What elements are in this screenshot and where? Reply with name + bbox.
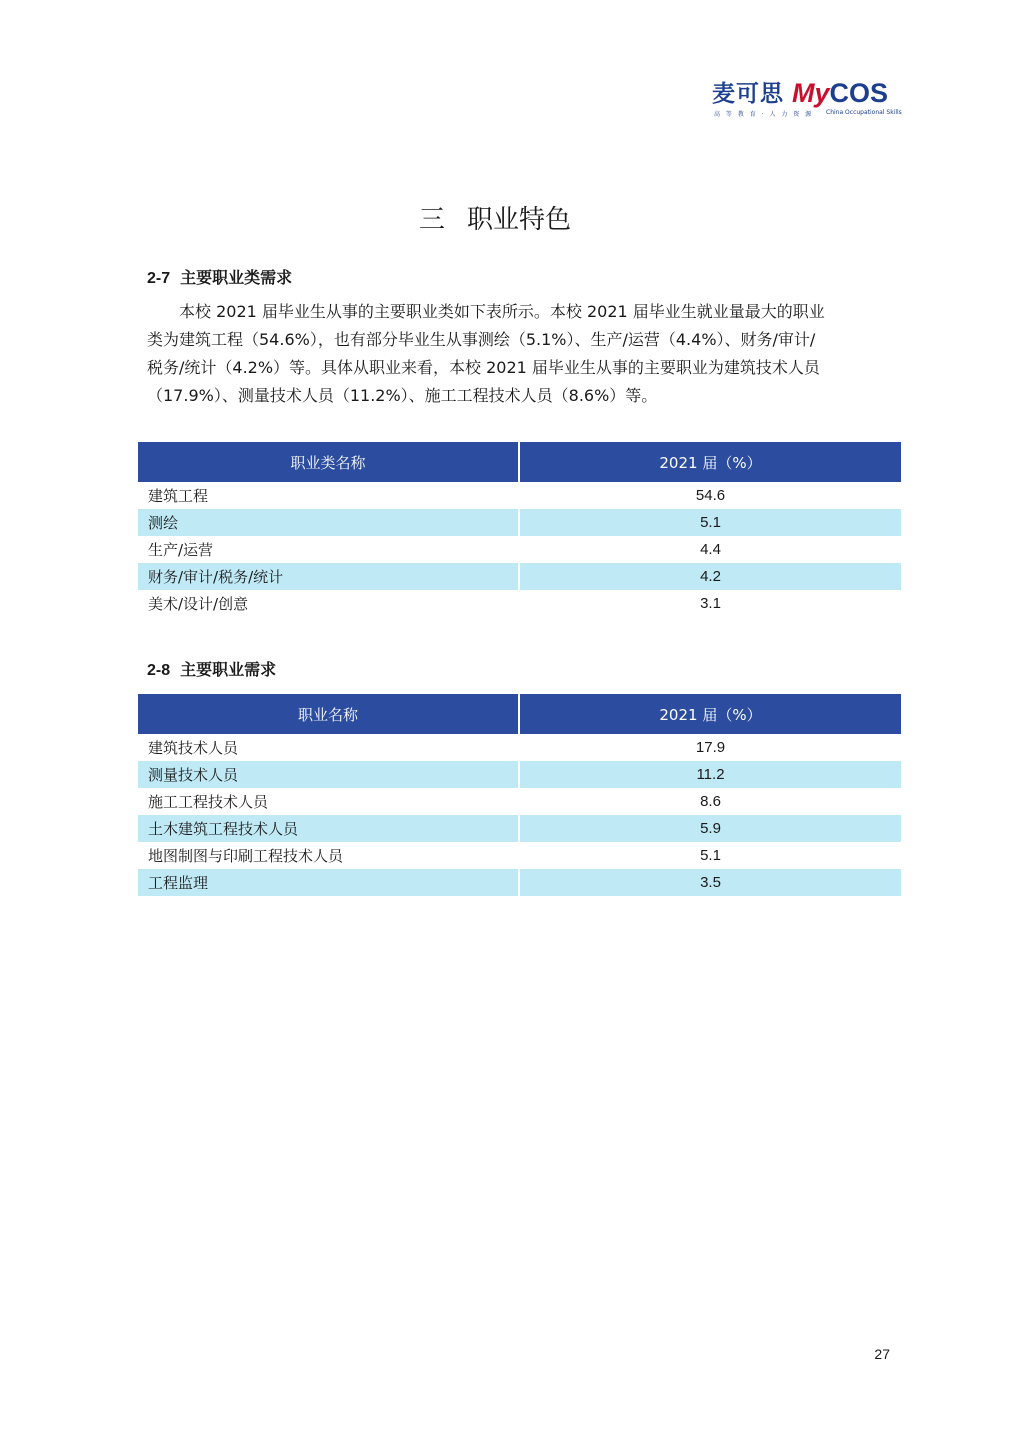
row-name: 测量技术人员 <box>138 761 519 788</box>
row-value: 11.2 <box>519 761 901 788</box>
paragraph-line: （17.9%）、测量技术人员（11.2%）、施工工程技术人员（8.6%）等。 <box>147 386 658 405</box>
table-row <box>138 734 901 761</box>
row-name: 财务/审计/税务/统计 <box>138 563 519 590</box>
section-title-text: 职业特色 <box>467 205 572 235</box>
row-name: 生产/运营 <box>138 536 519 563</box>
row-value: 4.2 <box>519 563 901 590</box>
row-value: 5.9 <box>519 815 901 842</box>
logo-mark <box>792 78 888 108</box>
row-name: 美术/设计/创意 <box>138 590 519 617</box>
paragraph-line: 本校 2021 届毕业生从事的主要职业类如下表所示。本校 2021 届毕业生就业量最大的职业 <box>147 302 825 321</box>
table-row <box>138 842 901 869</box>
row-name: 施工工程技术人员 <box>138 788 519 815</box>
row-value: 3.1 <box>700 595 721 612</box>
table-row <box>138 536 901 563</box>
table-row <box>138 590 901 617</box>
column-header-percent: 2021 届（%） <box>519 442 901 482</box>
column-header-occupation: 职业名称 <box>138 694 519 734</box>
heading-2-8 <box>147 659 276 682</box>
logo-tagline-en: China Occupational Skills <box>826 109 902 116</box>
mycos-logo <box>712 78 902 118</box>
row-value: 5.1 <box>519 509 901 536</box>
paragraph-line: 税务/统计（4.2%）等。具体从职业来看，本校 2021 届毕业生从事的主要职业为建筑技术人员 <box>147 358 820 377</box>
intro-paragraph <box>147 298 893 410</box>
heading-2-7-title: 主要职业类需求 <box>180 268 293 287</box>
logo-tagline-cn: 高 等 教 育 · 人 力 资 源 <box>714 111 814 118</box>
row-value: 3.5 <box>519 869 901 896</box>
occupation-table <box>138 694 901 896</box>
table-row <box>138 509 901 536</box>
row-value: 17.9 <box>695 739 726 756</box>
row-value: 4.4 <box>700 541 721 558</box>
column-header-category: 职业类名称 <box>138 442 519 482</box>
table-header-row <box>138 694 901 734</box>
heading-2-7 <box>147 267 292 290</box>
table-row <box>138 761 901 788</box>
table-header-row <box>138 442 901 482</box>
table-row <box>138 788 901 815</box>
section-number: 三 <box>418 205 445 235</box>
column-header-percent: 2021 届（%） <box>519 694 901 734</box>
heading-2-8-title: 主要职业需求 <box>180 660 277 679</box>
table-row <box>138 815 901 842</box>
row-name: 测绘 <box>138 509 519 536</box>
logo-chinese-name: 麦可思 <box>712 81 784 107</box>
logo-mark-cos: COS <box>829 78 889 108</box>
paragraph-line: 类为建筑工程（54.6%），也有部分毕业生从事测绘（5.1%）、生产/运营（4.4%）、财务/审计/ <box>147 330 816 349</box>
occupation-category-table <box>138 442 901 617</box>
table-row <box>138 869 901 896</box>
row-name: 工程监理 <box>138 869 519 896</box>
row-value: 8.6 <box>700 793 721 810</box>
row-name: 地图制图与印刷工程技术人员 <box>138 842 519 869</box>
row-value: 54.6 <box>695 487 726 504</box>
heading-2-8-code: 2-8 <box>147 662 171 679</box>
table-row <box>138 482 901 509</box>
section-title <box>0 200 990 240</box>
row-value: 5.1 <box>700 847 721 864</box>
row-name: 建筑技术人员 <box>138 734 519 761</box>
row-name: 建筑工程 <box>138 482 519 509</box>
logo-mark-my: My <box>792 78 830 108</box>
page-number: 27 <box>874 1346 890 1362</box>
heading-2-7-code: 2-7 <box>147 270 171 287</box>
row-name: 土木建筑工程技术人员 <box>138 815 519 842</box>
table-row <box>138 563 901 590</box>
